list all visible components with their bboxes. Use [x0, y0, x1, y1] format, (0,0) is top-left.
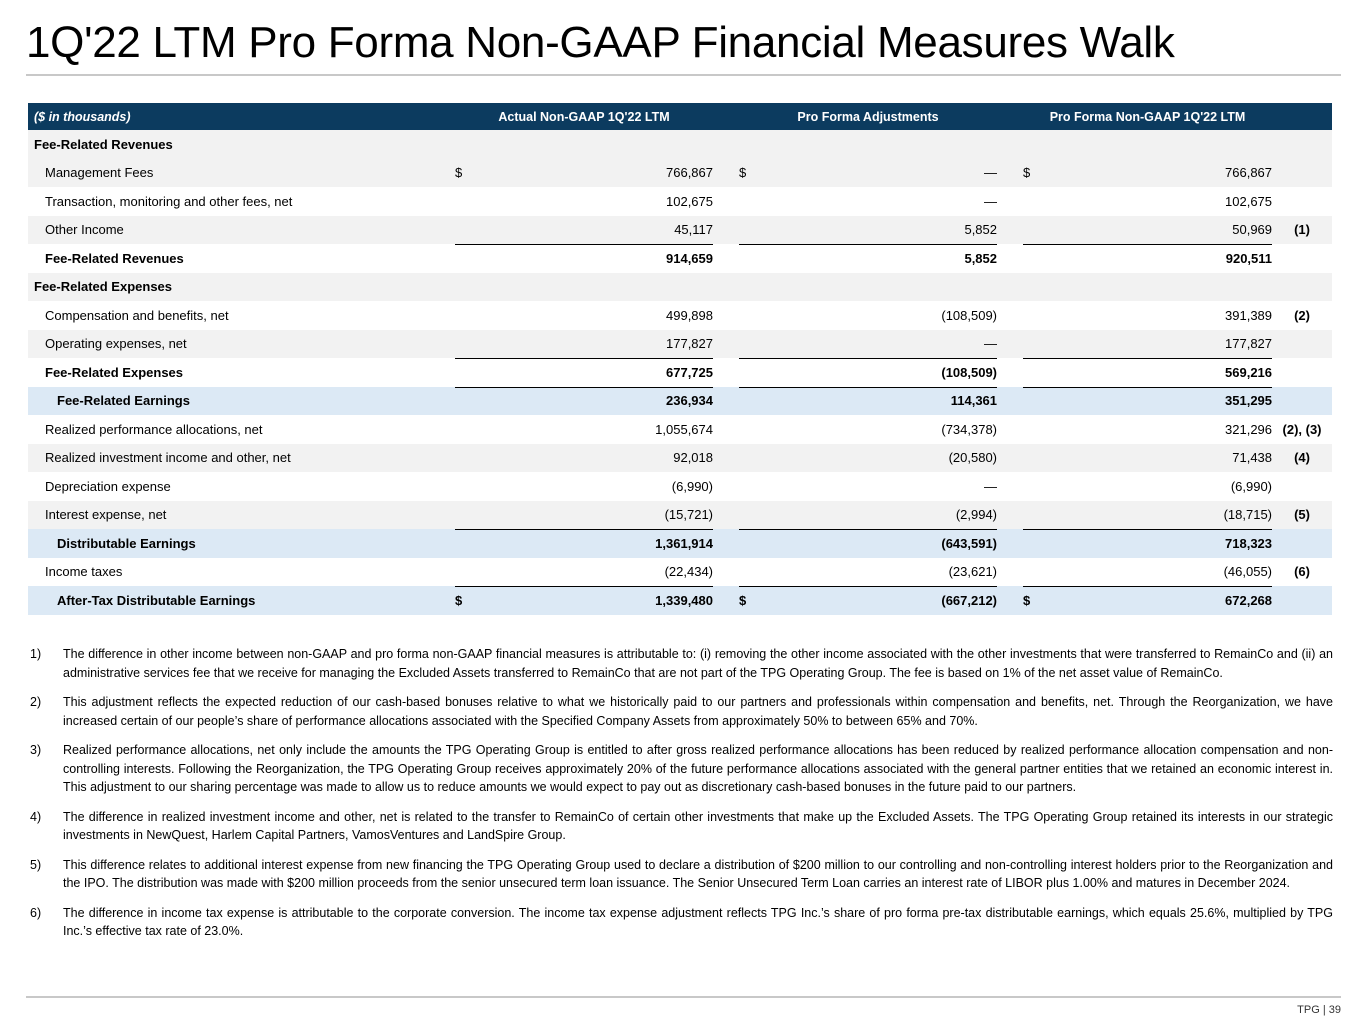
actual-value: (22,434) [485, 558, 713, 587]
row-label: Management Fees [28, 159, 455, 188]
footnote-ref [1272, 159, 1332, 188]
adjustment-value: (667,212) [769, 586, 997, 615]
table-header-row [28, 103, 1332, 130]
row-label: Fee-Related Expenses [28, 358, 455, 387]
page-number: TPG | 39 [1297, 1004, 1341, 1016]
row-label: Realized investment income and other, net [28, 444, 455, 473]
table-row [28, 529, 1332, 558]
dollar-sign: $ [1023, 586, 1053, 615]
row-label: Fee-Related Expenses [28, 273, 455, 302]
actual-value: 45,117 [485, 216, 713, 245]
footnote-ref [1272, 358, 1332, 387]
dollar-sign: $ [1023, 159, 1053, 188]
adjustment-value: — [769, 159, 997, 188]
adjustment-value: — [769, 472, 997, 501]
title-divider [26, 74, 1341, 76]
footnote-text: Realized performance allocations, net only include the amounts the TPG Operating Group is entitled to after gross realized performance allocations has been reduced by realized performance allocation compensation and non-controlling interests. Following the Reorganization, the TPG Operating Group receives approximately 20% of the future performance allocations associated with the general partner entities that we retained an economic interest in. This adjustment to our sharing percentage was made to allow us to reduce amounts we would expect to pay out as discretionary cash-based bonuses in the future paid to our partners. [63, 743, 1333, 794]
actual-value: (15,721) [485, 501, 713, 530]
footnote-ref [1272, 330, 1332, 359]
row-label: Distributable Earnings [28, 529, 455, 558]
footnote-number: 2) [30, 695, 42, 709]
pro-forma-value: 672,268 [1053, 586, 1272, 615]
table-row [28, 130, 1332, 159]
footnote-text: The difference in other income between non-GAAP and pro forma non-GAAP financial measures is attributable to: (i) removing the other income associated with the other investments that were transferred to RemainCo and (ii) an administrative services fee that we receive for managing the Excluded Assets transferred to RemainCo that are not part of the TPG Operating Group. The fee is based on 1% of the net asset value of RemainCo. [63, 647, 1333, 680]
footnote-ref: (2), (3) [1272, 415, 1332, 444]
table-row [28, 216, 1332, 245]
footnote-ref: (5) [1272, 501, 1332, 530]
footnote-number: 1) [30, 647, 42, 661]
pro-forma-value: 71,438 [1053, 444, 1272, 473]
row-label: Depreciation expense [28, 472, 455, 501]
footnote-ref [1272, 586, 1332, 615]
row-label: Income taxes [28, 558, 455, 587]
row-label: Compensation and benefits, net [28, 301, 455, 330]
header-pro-forma: Pro Forma Non-GAAP 1Q'22 LTM [1023, 103, 1272, 130]
adjustment-value: (23,621) [769, 558, 997, 587]
actual-value: 236,934 [485, 387, 713, 416]
actual-value: 1,339,480 [485, 586, 713, 615]
adjustment-value: 5,852 [769, 216, 997, 245]
table-row [28, 415, 1332, 444]
footnote-ref [1272, 187, 1332, 216]
table-row [28, 358, 1332, 387]
row-label: After-Tax Distributable Earnings [28, 586, 455, 615]
row-label: Fee-Related Revenues [28, 244, 455, 273]
pro-forma-value: 766,867 [1053, 159, 1272, 188]
row-label: Interest expense, net [28, 501, 455, 530]
table-row [28, 558, 1332, 587]
header-label: ($ in thousands) [28, 103, 455, 130]
actual-value: 92,018 [485, 444, 713, 473]
row-label: Realized performance allocations, net [28, 415, 455, 444]
row-label: Transaction, monitoring and other fees, net [28, 187, 455, 216]
footnote-number: 4) [30, 809, 42, 824]
adjustment-value: 5,852 [769, 244, 997, 273]
footnote-ref [1272, 472, 1332, 501]
dollar-sign: $ [739, 586, 769, 615]
footnote-ref: (6) [1272, 558, 1332, 587]
actual-value: 1,055,674 [485, 415, 713, 444]
footnote-number: 5) [30, 857, 42, 872]
actual-value: 677,725 [485, 358, 713, 387]
table-row [28, 387, 1332, 416]
footnote-ref: (1) [1272, 216, 1332, 245]
actual-value: 1,361,914 [485, 529, 713, 558]
pro-forma-value: 351,295 [1053, 387, 1272, 416]
table-row [28, 586, 1332, 615]
pro-forma-value: 718,323 [1053, 529, 1272, 558]
footnote-text: The difference in realized investment income and other, net is related to the transfer to RemainCo of certain other investments that make up the Excluded Assets. The TPG Operating Group retained its interests in our strategic investments in NewQuest, Harlem Capital Partners, VamosVentures and LandSpire Group. [63, 809, 1333, 842]
adjustment-value: (643,591) [769, 529, 997, 558]
actual-value: 766,867 [485, 159, 713, 188]
pro-forma-value: 569,216 [1053, 358, 1272, 387]
footnote-text: The difference in income tax expense is attributable to the corporate conversion. The income tax expense adjustment reflects TPG Inc.’s share of pro forma pre-tax distributable earnings, which equals 25.6%, multiplied by TPG Inc.’s effective tax rate of 23.0%. [63, 905, 1333, 938]
footnote-ref: (4) [1272, 444, 1332, 473]
adjustment-value: (2,994) [769, 501, 997, 530]
actual-value: 177,827 [485, 330, 713, 359]
footnote-item [30, 645, 1333, 682]
adjustment-value: (108,509) [769, 301, 997, 330]
table-row [28, 330, 1332, 359]
pro-forma-value: (6,990) [1053, 472, 1272, 501]
footnote-number: 3) [30, 743, 42, 757]
header-actual: Actual Non-GAAP 1Q'22 LTM [455, 103, 713, 130]
dollar-sign: $ [455, 586, 485, 615]
actual-value: 914,659 [485, 244, 713, 273]
adjustment-value: (734,378) [769, 415, 997, 444]
row-label: Fee-Related Revenues [28, 130, 455, 159]
footnote-text: This adjustment reflects the expected reduction of our cash-based bonuses relative to what we historically paid to our partners and professionals within compensation and benefits, net. Through the Reorganization, we have increased certain of our people’s share of performance allocations associated with the Specified Company Assets from approximately 50% to between 65% and 70%. [63, 695, 1333, 728]
footnote-item [30, 808, 1333, 845]
footnote-item [30, 904, 1333, 941]
table-row [28, 301, 1332, 330]
table-row [28, 187, 1332, 216]
actual-value: 499,898 [485, 301, 713, 330]
adjustment-value: (108,509) [769, 358, 997, 387]
pro-forma-value: 50,969 [1053, 216, 1272, 245]
adjustment-value: — [769, 330, 997, 359]
footnote-text: This difference relates to additional interest expense from new financing the TPG Operating Group used to declare a distribution of $200 million to our controlling and non-controlling interest holders prior to the Reorganization and the IPO. The distribution was made with $200 million proceeds from the senior unsecured term loan issuance. The Senior Unsecured Term Loan carries an interest rate of LIBOR plus 1.00% and matures in December 2024. [63, 857, 1333, 890]
row-label: Other Income [28, 216, 455, 245]
footer-divider [26, 996, 1341, 998]
pro-forma-value: 920,511 [1053, 244, 1272, 273]
pro-forma-value: 102,675 [1053, 187, 1272, 216]
footnote-ref [1272, 244, 1332, 273]
table-row [28, 273, 1332, 302]
pro-forma-value: 177,827 [1053, 330, 1272, 359]
table-row [28, 501, 1332, 530]
footnote-ref: (2) [1272, 301, 1332, 330]
footnote-number: 6) [30, 905, 42, 920]
footnotes [30, 645, 1333, 952]
table-row [28, 159, 1332, 188]
footnote-item [30, 741, 1333, 797]
adjustment-value: (20,580) [769, 444, 997, 473]
header-adjustments: Pro Forma Adjustments [739, 103, 997, 130]
table-row [28, 472, 1332, 501]
adjustment-value: — [769, 187, 997, 216]
footnote-ref [1272, 387, 1332, 416]
actual-value: (6,990) [485, 472, 713, 501]
page-title: 1Q'22 LTM Pro Forma Non-GAAP Financial Measures Walk [26, 18, 1175, 67]
actual-value: 102,675 [485, 187, 713, 216]
table-row [28, 244, 1332, 273]
dollar-sign: $ [455, 159, 485, 188]
adjustment-value: 114,361 [769, 387, 997, 416]
pro-forma-value: 391,389 [1053, 301, 1272, 330]
footnote-ref [1272, 529, 1332, 558]
footnote-item [30, 856, 1333, 893]
row-label: Fee-Related Earnings [28, 387, 455, 416]
pro-forma-value: (46,055) [1053, 558, 1272, 587]
footnote-item [30, 693, 1333, 730]
pro-forma-value: (18,715) [1053, 501, 1272, 530]
dollar-sign: $ [739, 159, 769, 188]
table-row [28, 444, 1332, 473]
row-label: Operating expenses, net [28, 330, 455, 359]
financial-walk-table [28, 103, 1332, 615]
pro-forma-value: 321,296 [1053, 415, 1272, 444]
